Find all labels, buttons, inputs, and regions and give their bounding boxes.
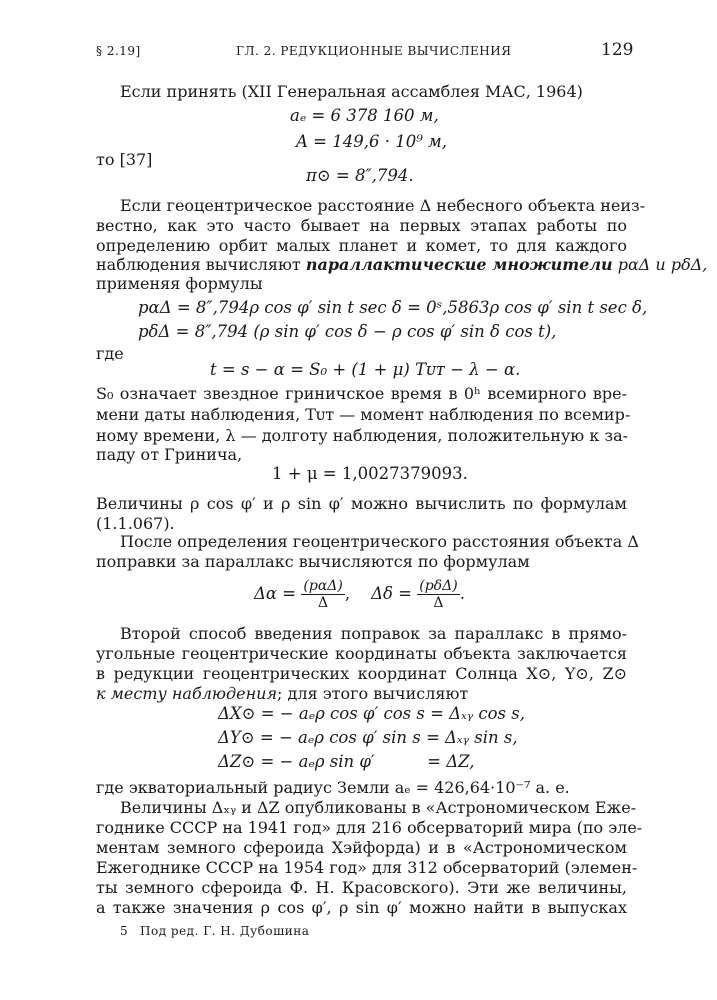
para7-line3: ментам земного сфероида Хэйфорда) и в «Астрономическом	[96, 838, 627, 857]
para1-line4-tail: pαΔ и pδΔ,	[612, 255, 708, 274]
para7-line4: Ежегоднике СССР на 1954 год» для 312 обсерваторий (элемен-	[96, 858, 638, 877]
para4-line1: После определения геоцентрического расстояния объекта Δ	[120, 532, 639, 551]
delta-delta-fraction	[417, 578, 459, 611]
para2-line2: мени даты наблюдения, Tᴜᴛ — момент наблюдения по всемир-	[96, 405, 631, 424]
para2-line4: паду от Гринича,	[96, 445, 243, 464]
para7-line5: ты земного сфероида Ф. Н. Красовского). Эти же величины,	[96, 878, 627, 897]
intro-line: Если принять (XII Генеральная ассамблея МАС, 1964)	[120, 82, 583, 101]
formula-delta-Z: ΔZ⊙ = − aₑρ sin φ′ = ΔZ,	[218, 752, 475, 771]
para3-line1: Величины ρ cos φ′ и ρ sin φ′ можно вычислить по формулам	[96, 494, 627, 513]
emphasis-parallactic-factors: параллактические множители	[305, 255, 613, 274]
para2-line1: S₀ означает звездное гриничское время в 0ʰ всемирного вре-	[96, 384, 627, 403]
signature-mark: 5	[120, 924, 128, 938]
para5-line1: Второй способ введения поправок за параллакс в прямо-	[120, 624, 627, 643]
para7-line6: а также значения ρ cos φ′, ρ sin φ′ можно найти в выпусках	[96, 898, 627, 917]
delta-alpha-lhs: Δα =	[254, 584, 297, 603]
para2-line3: ному времени, λ — долготу наблюдения, положительную к за-	[96, 426, 629, 445]
para1-line1: Если геоцентрическое расстояние Δ небесного объекта неиз-	[120, 196, 646, 215]
formula-t: t = s − α = S₀ + (1 + μ) Tᴜᴛ − λ − α.	[210, 360, 521, 379]
formula-delta-X: ΔX⊙ = − aₑρ cos φ′ cos s = Δₓᵧ cos s,	[218, 704, 525, 723]
emphasis-to-observation-site: к месту наблюдения	[96, 684, 278, 703]
delta-delta-numerator: (pδΔ)	[419, 578, 458, 594]
section-number: § 2.19]	[96, 44, 141, 58]
delta-alpha-numerator: (pαΔ)	[303, 578, 343, 594]
para3-line2: (1.1.067).	[96, 514, 175, 533]
formula-p-alpha: pαΔ = 8″,794ρ cos φ′ sin t sec δ = 0ˢ,5863ρ cos φ′ sin t sec δ,	[138, 298, 648, 317]
para1-line2: вестно, как это часто бывает на первых этапах работы по	[96, 216, 627, 235]
delta-alpha-fraction	[301, 578, 344, 611]
para7-line2: годнике СССР на 1941 год» для 216 обсерваторий мира (по эле-	[96, 818, 643, 837]
formula-parallax-corrections: Δα = $\frac{\text{(pαΔ)}}{\Delta}$ , Δδ = $\frac{\text{(pδΔ)}}{\Delta}$ .	[254, 578, 465, 611]
formula-p-delta: pδΔ = 8″,794 (ρ sin φ′ cos δ − ρ cos φ′ sin δ cos t),	[138, 322, 557, 341]
para5-line4-tail: ; для этого вычисляют	[277, 684, 469, 703]
para5-line4	[96, 684, 468, 703]
para1-line4	[96, 255, 707, 274]
delta-delta-denominator: Δ	[433, 595, 444, 611]
para6-line1: где экваториальный радиус Земли aₑ = 426,64·10⁻⁷ а. е.	[96, 778, 570, 797]
where-label: где	[96, 344, 124, 363]
running-title: ГЛ. 2. РЕДУКЦИОННЫЕ ВЫЧИСЛЕНИЯ	[236, 44, 512, 58]
signature-text: Под ред. Г. Н. Дубошина	[140, 924, 310, 938]
para1-line3: определению орбит малых планет и комет, то для каждого	[96, 236, 627, 255]
equation-ae: aₑ = 6 378 160 м,	[290, 106, 439, 125]
equation-pi: π⊙ = 8″,794.	[306, 166, 414, 185]
para1-line4-text: наблюдения вычисляют	[96, 255, 306, 274]
formula-delta-Y: ΔY⊙ = − aₑρ cos φ′ sin s = Δₓᵧ sin s,	[218, 728, 518, 747]
para7-line1: Величины Δₓᵧ и ΔZ опубликованы в «Астрономическом Еже-	[120, 798, 637, 817]
para4-line2: поправки за параллакс вычисляются по формулам	[96, 552, 530, 571]
para1-line5: применяя формулы	[96, 274, 263, 293]
para5-line3: в редукции геоцентрических координат Солнца X⊙, Y⊙, Z⊙	[96, 664, 627, 683]
page-number: 129	[601, 40, 634, 60]
equation-A: A = 149,6 · 10⁹ м,	[296, 132, 447, 151]
reference-line: то [37]	[96, 150, 153, 169]
delta-alpha-denominator: Δ	[318, 595, 329, 611]
delta-delta-lhs: Δδ =	[371, 584, 412, 603]
formula-mu: 1 + μ = 1,0027379093.	[272, 464, 468, 483]
para5-line2: угольные геоцентрические координаты объекта заключается	[96, 644, 627, 663]
